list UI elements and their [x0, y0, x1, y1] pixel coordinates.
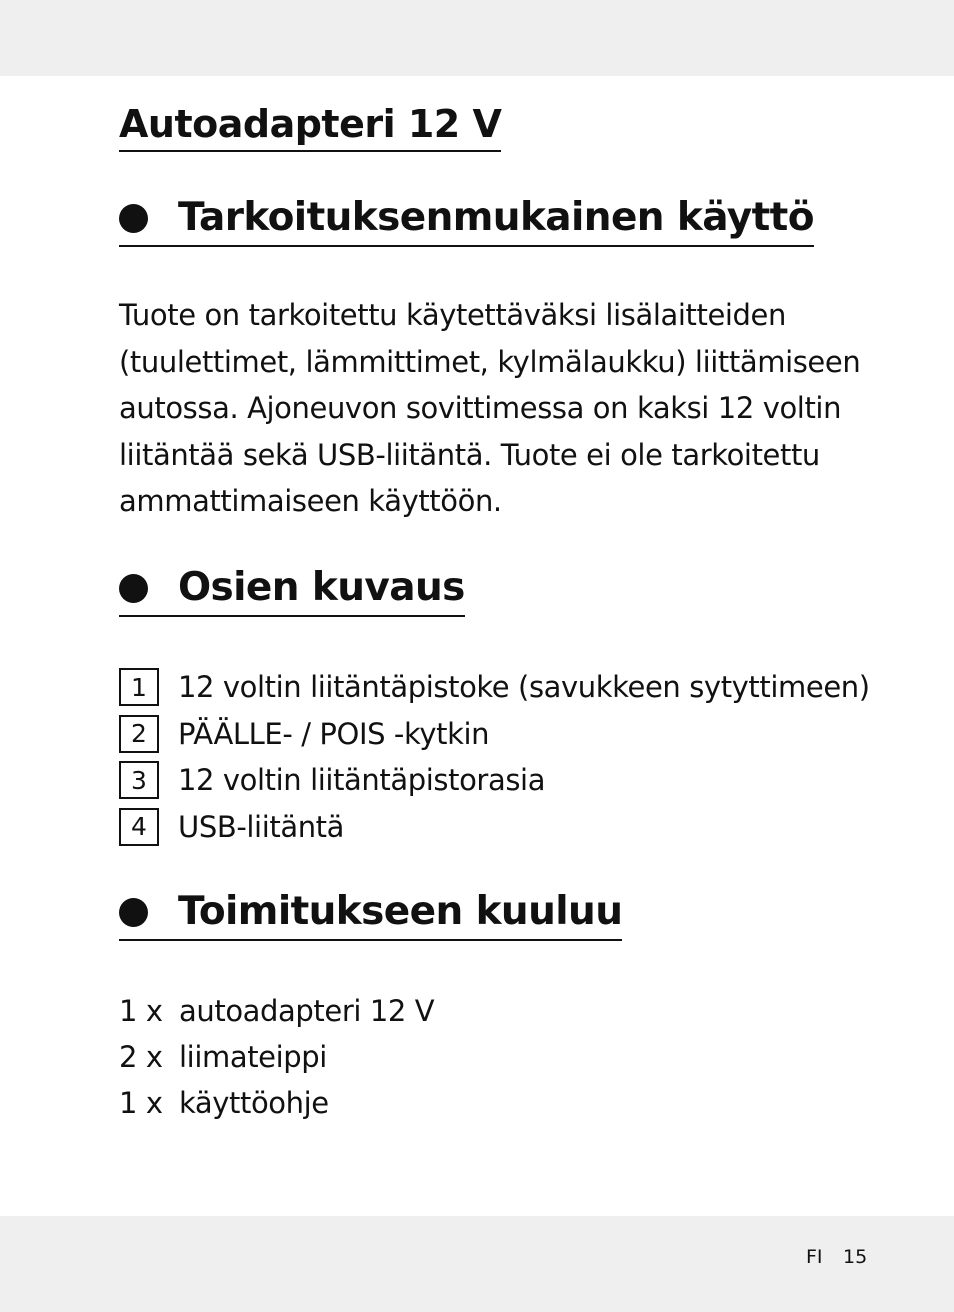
- content-item: [119, 1034, 434, 1080]
- paragraph-line: Tuote on tarkoitettu käytettäväksi lisälaitteiden: [119, 298, 786, 332]
- part-label: 12 voltin liitäntäpistorasia: [178, 763, 546, 798]
- parts-list: [119, 664, 870, 850]
- paragraph-line: autossa. Ajoneuvon sovittimessa on kaksi 12 voltin: [119, 391, 842, 425]
- bullet-icon: [119, 898, 148, 927]
- paragraph-line: ammattimaiseen käyttöön.: [119, 484, 502, 518]
- content-label: autoadapteri 12 V: [179, 994, 435, 1028]
- part-number-box: 3: [119, 761, 159, 799]
- footer-page-number: 15: [843, 1246, 868, 1268]
- top-margin-band: [0, 0, 954, 76]
- contents-list: [119, 988, 434, 1126]
- part-number-box: 4: [119, 808, 159, 846]
- bullet-icon: [119, 204, 148, 233]
- heading-parts: [119, 566, 465, 617]
- document-title: Autoadapteri 12 V: [119, 102, 501, 152]
- content-item: [119, 988, 434, 1034]
- footer-language: FI: [806, 1246, 823, 1268]
- paragraph-line: (tuulettimet, lämmittimet, kylmälaukku) liittämiseen: [119, 344, 861, 379]
- content-label: käyttöohje: [179, 1086, 329, 1120]
- content-item: [119, 1080, 434, 1126]
- paragraph-line: liitäntää sekä USB-liitäntä. Tuote ei ole tarkoitettu: [119, 437, 820, 472]
- part-label: USB-liitäntä: [178, 809, 345, 844]
- part-item: [119, 664, 870, 711]
- part-label: PÄÄLLE- / POIS -kytkin: [178, 716, 490, 751]
- intended-use-paragraph: [119, 292, 861, 525]
- heading-text: Osien kuvaus: [178, 565, 465, 610]
- part-item: [119, 757, 870, 804]
- heading-intended-use: [119, 196, 814, 247]
- content-quantity: 1 x: [119, 1086, 163, 1120]
- content-label: liimateippi: [179, 1040, 327, 1074]
- heading-contents: [119, 890, 622, 941]
- part-number-box: 2: [119, 715, 159, 753]
- content-quantity: 2 x: [119, 1040, 163, 1074]
- heading-text: Toimitukseen kuuluu: [178, 889, 623, 934]
- part-label: 12 voltin liitäntäpistoke (savukkeen sytyttimeen): [178, 670, 870, 705]
- part-item: [119, 711, 870, 758]
- heading-text: Tarkoituksenmukainen käyttö: [178, 195, 814, 240]
- part-item: [119, 804, 870, 851]
- bullet-icon: [119, 574, 148, 603]
- part-number-box: 1: [119, 668, 159, 706]
- content-quantity: 1 x: [119, 994, 163, 1028]
